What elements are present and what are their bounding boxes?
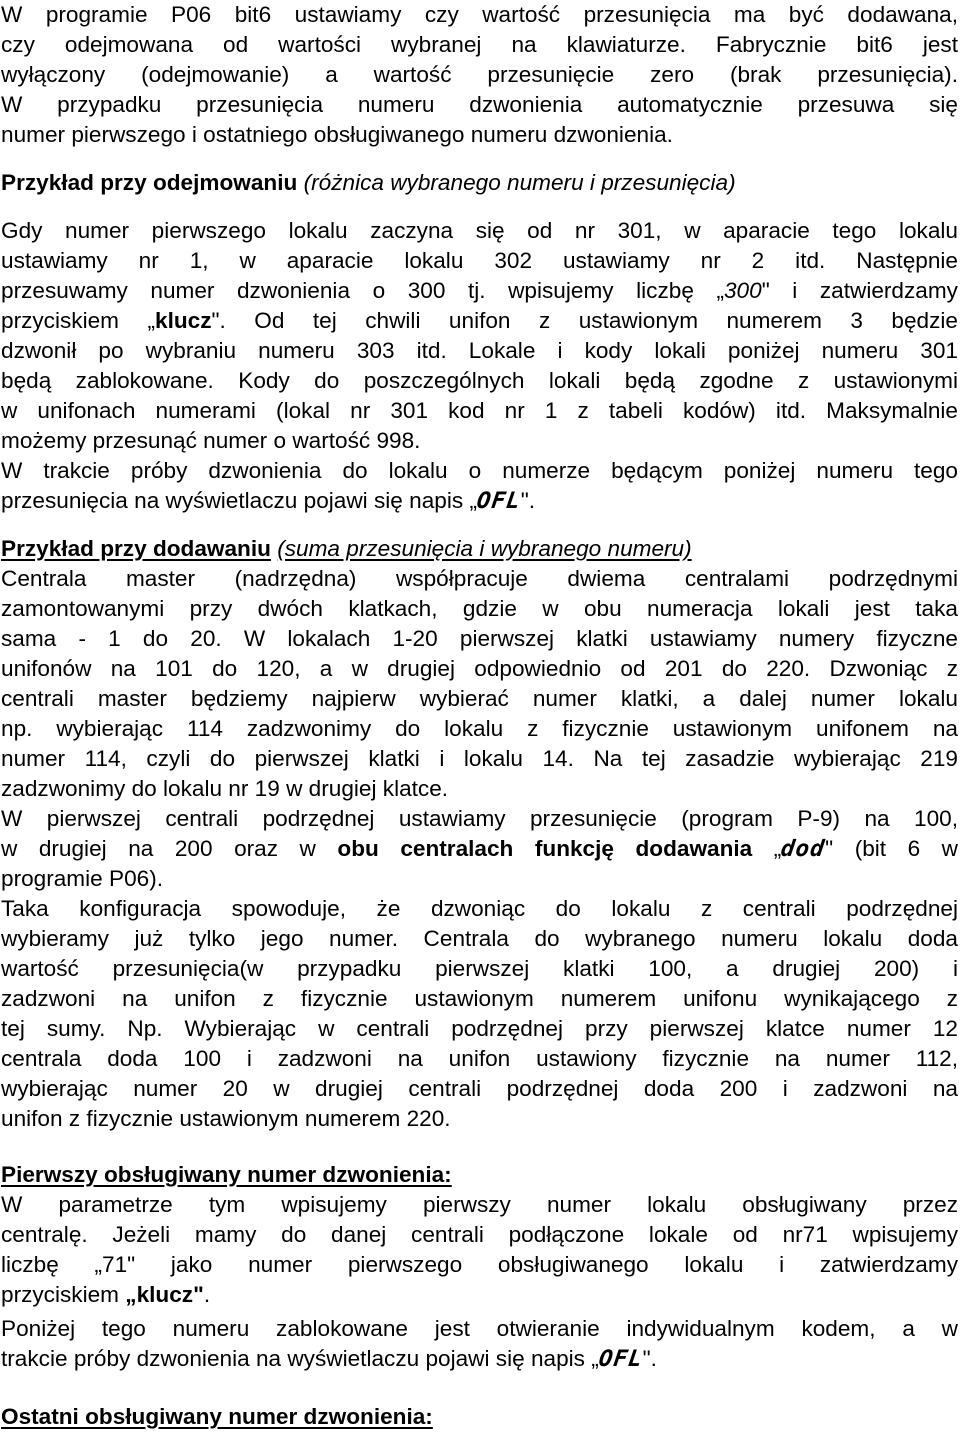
text-span: (bit 6 w bbox=[854, 836, 958, 861]
section-first-heading: Pierwszy obsługiwany numer dzwonienia: bbox=[1, 1162, 452, 1187]
example-subtract-note: (różnica wybranego numeru i przesunięcia) bbox=[303, 170, 736, 195]
quote-open: „ bbox=[469, 488, 477, 513]
example-add-title: Przykład przy dodawaniu bbox=[1, 536, 271, 561]
quote-close: " bbox=[211, 308, 220, 333]
text-span: i zatwierdzamy bbox=[792, 278, 958, 303]
text-line: w unifonach numerami (lokal nr 301 kod nr 1 z tabeli kodów) itd. Maksymalnie bbox=[1, 398, 958, 423]
text-line: W pierwszej centrali podrzędnej ustawiamy przesunięcie (program P-9) na 100, bbox=[1, 806, 958, 831]
display-dod: dod bbox=[779, 836, 827, 862]
quote-open: „ bbox=[773, 836, 782, 861]
text-line: W przypadku przesunięcia numeru dzwonienia automatycznie przesuwa się bbox=[1, 92, 958, 117]
display-ofl: OFL bbox=[475, 488, 523, 514]
text-line: centrali master będziemy najpierw wybierać numer klatki, a dalej numer lokalu bbox=[1, 686, 958, 711]
text-span: przyciskiem bbox=[1, 1282, 119, 1307]
text-line: W programie P06 bit6 ustawiamy czy wartość przesunięcia ma być dodawana, bbox=[1, 2, 958, 27]
text-line: wybierając numer 20 w drugiej centrali podrzędnej doda 200 i zadzwoni na bbox=[1, 1076, 958, 1101]
text-line bbox=[1, 276, 958, 306]
text-span: w drugiej na 200 oraz w bbox=[1, 836, 316, 861]
example-subtract-title: Przykład przy odejmowaniu bbox=[1, 170, 298, 195]
key-word: klucz bbox=[155, 308, 212, 333]
example-add-note: (suma przesunięcia i wybranego numeru) bbox=[277, 536, 692, 561]
text-line: Centrala master (nadrzędna) współpracuje dwiema centralami podrzędnymi bbox=[1, 566, 958, 591]
section-last-heading: Ostatni obsługiwany numer dzwonienia: bbox=[1, 1404, 433, 1429]
text-line: Gdy numer pierwszego lokalu zaczyna się od nr 301, w aparacie tego lokalu bbox=[1, 218, 958, 243]
text-line: numer pierwszego i ostatniego obsługiwanego numeru dzwonienia. bbox=[1, 122, 673, 147]
quote-close: " bbox=[761, 278, 770, 303]
quote-open: „ bbox=[716, 278, 724, 303]
punctuation: . bbox=[203, 1282, 211, 1307]
text-span: . Od tej chwili unifon z ustawionym numerem 3 będzie bbox=[219, 308, 958, 333]
text-line: unifon z fizycznie ustawionym numerem 220. bbox=[1, 1106, 451, 1131]
key-word: klucz bbox=[136, 1282, 194, 1307]
text-line: unifonów na 101 do 120, a w drugiej odpowiednio od 201 do 220. Dzwoniąc z bbox=[1, 656, 958, 681]
quote-close: ". bbox=[520, 488, 536, 513]
text-line: możemy przesunąć numer o wartość 998. bbox=[1, 428, 421, 453]
text-span: przesunięcia na wyświetlaczu pojawi się napis bbox=[1, 488, 464, 513]
text-span: przesuwamy numer dzwonienia o 300 tj. wpisujemy liczbę bbox=[1, 278, 694, 303]
text-line: będą zablokowane. Kody do poszczególnych lokali będą zgodne z ustawionymi bbox=[1, 368, 958, 393]
quote-close: " bbox=[825, 836, 834, 861]
text-line: Taka konfiguracja spowoduje, że dzwoniąc do lokalu z centrali podrzędnej bbox=[1, 896, 958, 921]
text-line: wartość przesunięcia(w przypadku pierwszej klatki 100, a drugiej 200) i bbox=[1, 956, 958, 981]
bold-phrase: obu centralach funkcję dodawania bbox=[337, 836, 753, 861]
text-line: ustawiamy nr 1, w aparacie lokalu 302 ustawiamy nr 2 itd. Następnie bbox=[1, 248, 958, 273]
text-line bbox=[1, 1280, 958, 1310]
quote-close: " bbox=[193, 1282, 204, 1307]
text-line: Poniżej tego numeru zablokowane jest otwieranie indywidualnym kodem, a w bbox=[1, 1316, 958, 1341]
text-line: czy odejmowana od wartości wybranej na klawiaturze. Fabrycznie bit6 jest bbox=[1, 32, 958, 57]
display-ofl: OFL bbox=[596, 1346, 645, 1372]
text-line: tej sumy. Np. Wybierając w centrali podrzędnej przy pierwszej klatce numer 12 bbox=[1, 1016, 958, 1041]
section-heading-last-number bbox=[1, 1402, 958, 1432]
text-span: trakcie próby dzwonienia na wyświetlaczu pojawi się napis bbox=[1, 1346, 585, 1371]
quote-open: „ bbox=[125, 1282, 137, 1307]
text-line: wybieramy już tylko jego numer. Centrala do wybranego numeru lokalu doda bbox=[1, 926, 958, 951]
example-add-heading bbox=[1, 534, 958, 564]
text-line: sama - 1 do 20. W lokalach 1-20 pierwszej klatki ustawiamy numery fizyczne bbox=[1, 626, 958, 651]
text-line: programie P06). bbox=[1, 866, 163, 891]
text-line: centrala doda 100 i zadzwoni na unifon ustawiony fizycznie na numer 112, bbox=[1, 1046, 958, 1071]
text-line: wyłączony (odejmowanie) a wartość przesunięcie zero (brak przesunięcia). bbox=[1, 62, 958, 87]
text-line bbox=[1, 306, 958, 336]
quote-open: „ bbox=[591, 1346, 599, 1371]
text-line: W trakcie próby dzwonienia do lokalu o numerze będącym poniżej numeru tego bbox=[1, 458, 958, 483]
text-line: liczbę „71" jako numer pierwszego obsługiwanego lokalu i zatwierdzamy bbox=[1, 1252, 958, 1277]
text-line: zadzwonimy do lokalu nr 19 w drugiej klatce. bbox=[1, 776, 449, 801]
text-line: centralę. Jeżeli mamy do danej centrali podłączone lokale od nr71 wpisujemy bbox=[1, 1222, 958, 1247]
offset-value: 300 bbox=[723, 278, 762, 303]
text-line: zadzwoni na unifon z fizycznie ustawionym numerem unifonu wynikającego z bbox=[1, 986, 958, 1011]
text-span: przyciskiem bbox=[1, 308, 119, 333]
quote-open: „ bbox=[147, 308, 155, 333]
text-line: zamontowanymi przy dwóch klatkach, gdzie w obu numeracja lokali jest taka bbox=[1, 596, 958, 621]
text-line bbox=[1, 1344, 958, 1374]
text-line: numer 114, czyli do pierwszej klatki i lokalu 14. Na tej zasadzie wybierając 219 bbox=[1, 746, 958, 771]
section-heading-first-number bbox=[1, 1160, 958, 1190]
example-subtract-heading bbox=[1, 168, 958, 198]
text-line: W parametrze tym wpisujemy pierwszy numer lokalu obsługiwany przez bbox=[1, 1192, 958, 1217]
text-line bbox=[1, 486, 958, 516]
text-line: np. wybierając 114 zadzwonimy do lokalu z fizycznie ustawionym unifonem na bbox=[1, 716, 958, 741]
quote-close: ". bbox=[642, 1346, 657, 1371]
text-line bbox=[1, 834, 958, 864]
text-line: dzwonił po wybraniu numeru 303 itd. Lokale i kody lokali poniżej numeru 301 bbox=[1, 338, 958, 363]
